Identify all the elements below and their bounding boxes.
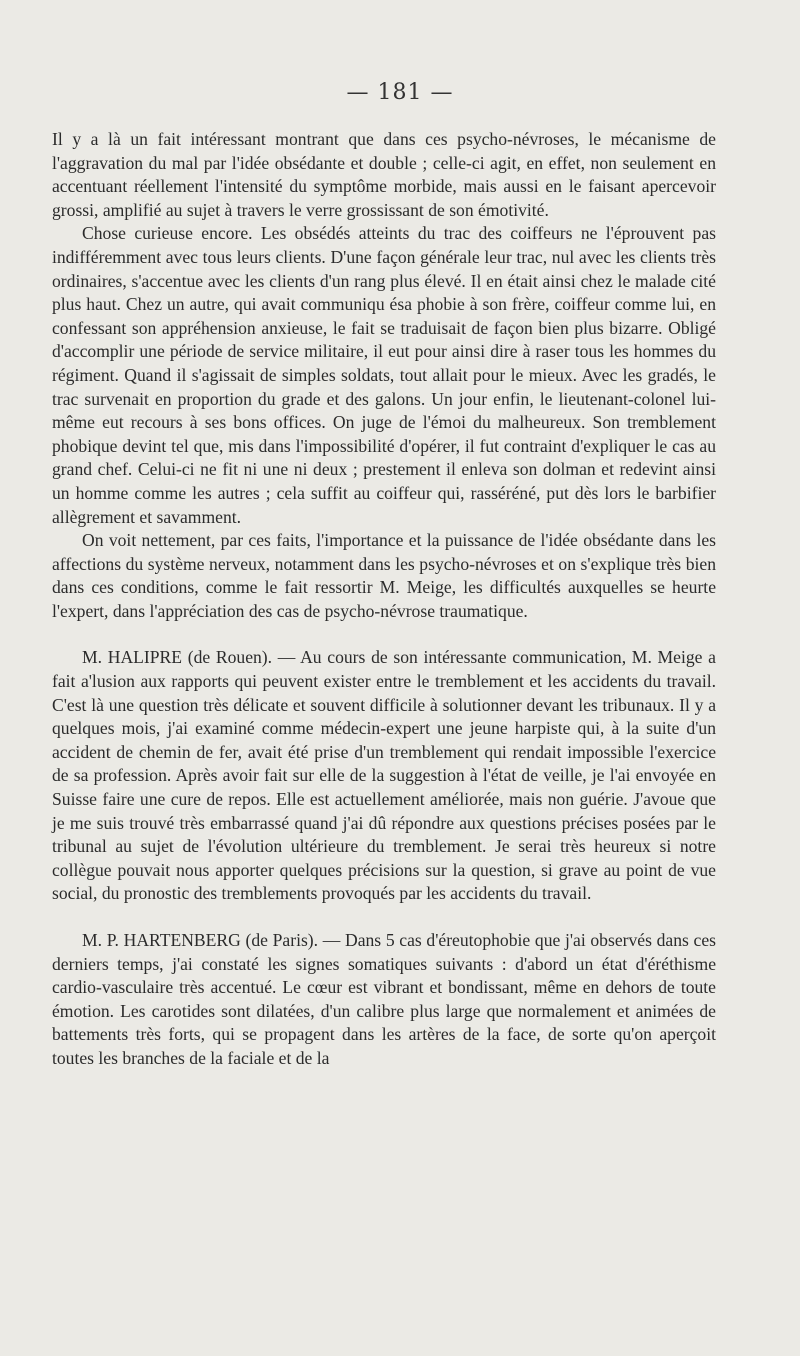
page-number: — 181 — (346, 80, 454, 105)
body-text (52, 128, 716, 1071)
paragraph-halipre: M. HALIPRE (de Rouen). — Au cours de son intéressante communication, M. Meige a fait a'lusion aux rapports qui peuvent exister entre le tremblement et les accidents du travail. C'est là une question très délicate et souvent difficile à solutionner devant les tribunaux. Il y a quelques mois, j'ai examiné comme médecin-expert une jeune harpiste qui, à la suite d'un accident de chemin de fer, avait été prise d'un tremblement qui rendait impossible l'exercice de sa profession. Après avoir fait sur elle de la suggestion à l'état de veille, je l'ai envoyée en Suisse faire une cure de repos. Elle est actuellement améliorée, mais non guérie. J'avoue que je me suis trouvé très embarrassé quand j'ai dû répondre aux questions précises posées par le tribunal au sujet de l'évolution ultérieure du tremblement. Je serai très heureux si notre collègue pouvait nous apporter quelques précisions sur la question, si grave au point de vue social, du pronostic des tremblements provoqués par les accidents du travail. (52, 647, 716, 904)
paragraph-hartenberg: M. P. HARTENBERG (de Paris). — Dans 5 cas d'éreutophobie que j'ai observés dans ces derniers temps, j'ai constaté les signes somatiques suivants : d'abord un état d'éréthisme cardio-vasculaire très accentué. Le cœur est vibrant et bondissant, même en dehors de toute émotion. Les carotides sont dilatées, d'un calibre plus large que normalement et animées de battements très forts, qui se propagent dans les artères de la face, de sorte qu'on aperçoit toutes les branches de la faciale et de la (52, 930, 716, 1068)
paragraph-2: Chose curieuse encore. Les obsédés atteints du trac des coiffeurs ne l'éprouvent pas indifféremment avec tous leurs clients. D'une façon générale leur trac, nul avec les clients très ordinaires, s'accentue avec les clients d'un rang plus élevé. Il en était ainsi chez le malade cité plus haut. Chez un autre, qui avait communiqu ésa phobie à son frère, coiffeur comme lui, en confessant son appréhension anxieuse, le fait se traduisait de façon bien plus bizarre. Obligé d'accomplir une période de service militaire, il eut pour ainsi dire à raser tous les hommes du régiment. Quand il s'agissait de simples soldats, tout allait pour le mieux. Avec les gradés, le trac survenait en proportion du grade et des galons. Un jour enfin, le lieutenant-colonel lui-même eut recours à ses bons offices. On juge de l'émoi du malheureux. Son tremblement phobique devint tel que, mis dans l'impossibilité d'opérer, il fut contraint d'expliquer le cas au grand chef. Celui-ci ne fit ni une ni deux ; prestement il enleva son dolman et redevint ainsi un homme comme les autres ; cela suffit au coiffeur qui, rasséréné, put dès lors le barbifier allègrement et savamment. (52, 223, 716, 527)
paragraph-1: Il y a là un fait intéressant montrant que dans ces psycho-névroses, le mécanisme de l'aggravation du mal par l'idée obsédante et double ; celle-ci agit, en effet, non seulement en accentuant réellement l'intensité du symptôme morbide, mais aussi en le faisant apercevoir grossi, amplifié au sujet à travers le verre grossissant de son émotivité. (52, 129, 716, 220)
paragraph-3: On voit nettement, par ces faits, l'importance et la puissance de l'idée obsédante dans les affections du système nerveux, notamment dans les psycho-névroses et on s'explique très bien dans ces conditions, comme le fait ressortir M. Meige, les difficultés auxquelles se heurte l'expert, dans l'appréciation des cas de psycho-névrose traumatique. (52, 530, 716, 621)
